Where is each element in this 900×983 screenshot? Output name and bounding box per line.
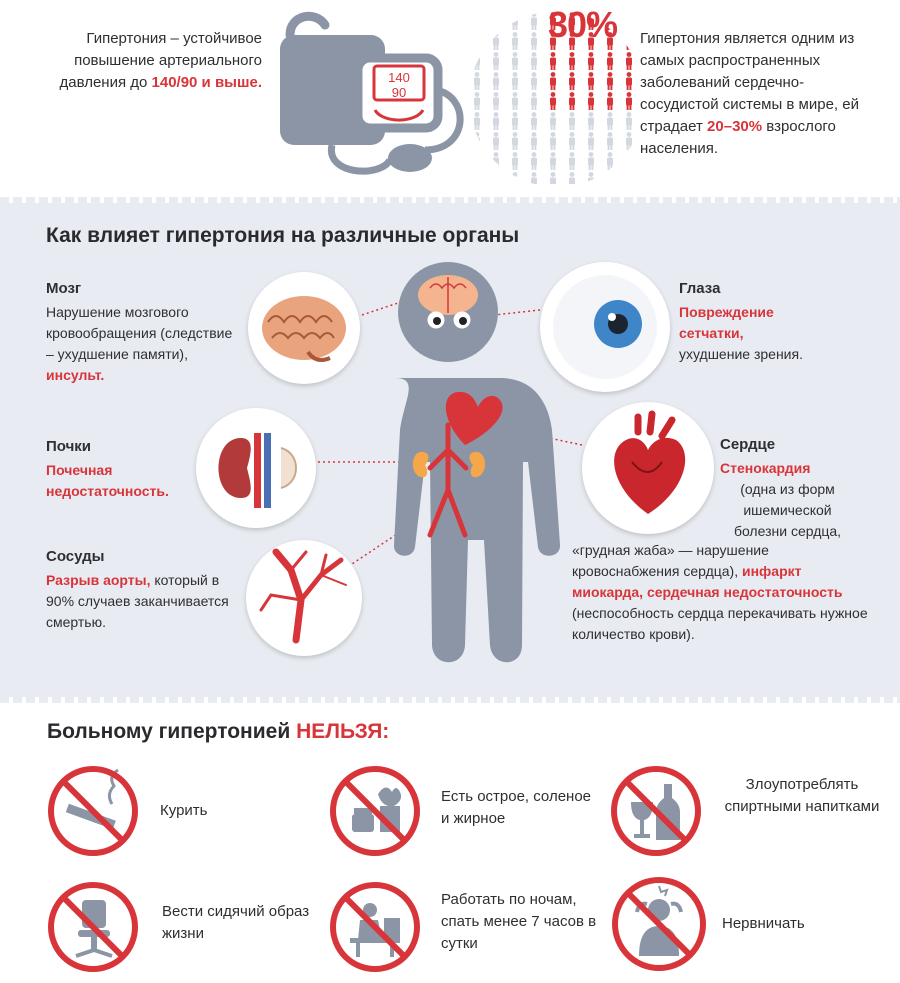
person-icon: [531, 32, 537, 50]
person-icon: [569, 112, 575, 130]
person-icon: [474, 152, 480, 170]
ban-food-label: Есть острое, соленое и жирное: [441, 788, 592, 827]
person-affected-icon: [588, 72, 594, 90]
person-icon: [569, 172, 575, 184]
person-affected-icon: [607, 92, 613, 110]
kidneys-highlight: Почечная недостаточность.: [46, 462, 169, 499]
person-icon: [607, 172, 613, 184]
person-icon: [474, 52, 480, 70]
percent-value: 30%: [548, 4, 618, 45]
eyes-heading: Глаза: [679, 280, 721, 297]
person-affected-icon: [550, 52, 556, 70]
ban-food: [328, 764, 422, 863]
statistic-end: взрослого населения.: [640, 118, 836, 157]
heart-icon: [582, 402, 714, 534]
definition-highlight: 140/90 и выше.: [151, 74, 262, 91]
ban-alcohol: [609, 764, 703, 863]
kidneys-block: [46, 436, 206, 502]
person-icon: [493, 172, 499, 184]
statistic-body: Гипертония является одним из самых распространенных заболеваний сердечно-сосудистой системы в мире, ей страдает: [640, 30, 859, 135]
person-icon: [512, 152, 518, 170]
ban-smoking-label: Курить: [160, 802, 208, 819]
eye-image: [540, 262, 670, 392]
person-icon: [626, 112, 632, 130]
person-icon: [474, 132, 480, 150]
person-affected-icon: [607, 52, 613, 70]
person-icon: [493, 32, 499, 50]
person-icon: [569, 152, 575, 170]
definition-text: [40, 28, 262, 94]
forbidden-title-text: Больному гипертонией: [47, 720, 291, 743]
person-icon: [493, 72, 499, 90]
statistic-highlight: 20–30%: [707, 118, 763, 135]
person-icon: [531, 92, 537, 110]
person-affected-icon: [550, 92, 556, 110]
person-icon: [588, 152, 594, 170]
organs-title: Как влияет гипертония на различные органы: [46, 224, 520, 247]
person-icon: [493, 52, 499, 70]
person-affected-icon: [626, 52, 632, 70]
person-icon: [550, 152, 556, 170]
heart-text-2: «грудная жаба» — нарушение кровоснабжения сердца),: [572, 542, 769, 579]
brain-block: [46, 278, 236, 386]
diastolic-value: 90: [391, 85, 407, 100]
vessels-highlight: Разрыв аорты,: [46, 572, 151, 588]
person-icon: [493, 92, 499, 110]
kidney-image: [196, 408, 316, 528]
vessels-block: [46, 546, 232, 633]
person-affected-icon: [569, 52, 575, 70]
person-icon: [607, 132, 613, 150]
heart-block-continued: [572, 540, 872, 645]
heart-heading: Сердце: [720, 436, 776, 453]
vessels-heading: Сосуды: [46, 548, 105, 565]
person-icon: [588, 132, 594, 150]
person-icon: [531, 132, 537, 150]
stressed-person-icon: [609, 874, 709, 974]
blood-pressure-monitor-icon: [270, 10, 480, 185]
vessels-image: [246, 540, 362, 656]
ban-night-work-label: Работать по ночам, спать менее 7 часов в сутки: [441, 891, 597, 952]
forbidden-title-highlight: НЕЛЬЗЯ:: [296, 720, 390, 743]
kidneys-heading: Почки: [46, 438, 92, 455]
person-icon: [531, 112, 537, 130]
brain-icon: [248, 272, 360, 384]
person-icon: [607, 152, 613, 170]
person-affected-icon: [588, 52, 594, 70]
person-icon: [512, 172, 518, 184]
systolic-value: 140: [388, 70, 410, 85]
person-icon: [474, 32, 480, 50]
person-icon: [512, 52, 518, 70]
eyes-text: ухудшение зрения.: [679, 346, 803, 362]
person-icon: [512, 72, 518, 90]
person-icon: [550, 132, 556, 150]
person-icon: [493, 112, 499, 130]
person-icon: [474, 112, 480, 130]
person-affected-icon: [588, 92, 594, 110]
heart-text-1: (одна из форм ишемической болезни сердца,: [733, 481, 842, 539]
person-icon: [531, 52, 537, 70]
person-icon: [474, 12, 480, 30]
person-icon: [626, 152, 632, 170]
eyes-block: [679, 278, 829, 365]
person-icon: [607, 112, 613, 130]
brain-heading: Мозг: [46, 280, 82, 297]
person-affected-icon: [569, 72, 575, 90]
person-affected-icon: [569, 92, 575, 110]
blood-vessels-icon: [246, 540, 362, 656]
definition-body: Гипертония – устойчивое повышение артериального давления до: [59, 30, 262, 91]
ban-stress: [609, 874, 709, 979]
person-icon: [512, 132, 518, 150]
person-icon: [512, 32, 518, 50]
person-icon: [531, 12, 537, 30]
eye-icon: [540, 262, 670, 392]
person-icon: [626, 172, 632, 184]
person-affected-icon: [626, 12, 632, 30]
fast-food-icon: [328, 764, 422, 858]
person-icon: [474, 172, 480, 184]
ban-sitting: [46, 880, 140, 979]
ban-night-work: [328, 880, 422, 979]
person-icon: [512, 112, 518, 130]
brain-image: [248, 272, 360, 384]
person-icon: [512, 12, 518, 30]
heart-text-3: (неспособность сердца перекачивать нужное количество крови).: [572, 605, 868, 642]
alcohol-icon: [609, 764, 703, 858]
ban-alcohol-label: Злоупотреблять спиртными напитками: [724, 776, 880, 815]
vessels-text: который в 90% случаев заканчивается смертью.: [46, 572, 229, 630]
person-icon: [531, 172, 537, 184]
kidney-icon: [196, 408, 316, 528]
person-affected-icon: [607, 72, 613, 90]
ban-smoking: [46, 764, 140, 863]
person-affected-icon: [626, 92, 632, 110]
person-icon: [512, 92, 518, 110]
heart-highlight-2: инфаркт миокарда, сердечная недостаточность: [572, 563, 843, 600]
brain-highlight: инсульт.: [46, 367, 105, 383]
person-affected-icon: [550, 72, 556, 90]
heart-highlight-1: Стенокардия: [720, 460, 811, 476]
person-icon: [569, 132, 575, 150]
ban-sitting-label: Вести сидячий образ жизни: [162, 903, 310, 942]
person-icon: [474, 92, 480, 110]
heart-block: [720, 434, 855, 542]
person-icon: [588, 112, 594, 130]
cigarette-icon: [46, 764, 140, 858]
brain-text: Нарушение мозгового кровообращения (следствие – ухудшение памяти),: [46, 304, 233, 362]
night-work-icon: [328, 880, 422, 974]
forbidden-title: [47, 720, 389, 744]
person-icon: [626, 132, 632, 150]
person-icon: [493, 152, 499, 170]
eyes-highlight: Повреждение сетчатки,: [679, 304, 774, 341]
person-icon: [550, 172, 556, 184]
heart-image: [582, 402, 714, 534]
person-affected-icon: [626, 72, 632, 90]
person-icon: [531, 72, 537, 90]
person-icon: [474, 72, 480, 90]
person-affected-icon: [626, 32, 632, 50]
ban-stress-label: Нервничать: [722, 915, 805, 932]
person-icon: [493, 12, 499, 30]
person-icon: [493, 132, 499, 150]
statistic-text: [640, 28, 880, 160]
person-icon: [550, 112, 556, 130]
person-icon: [531, 152, 537, 170]
person-icon: [588, 172, 594, 184]
office-chair-icon: [46, 880, 140, 974]
